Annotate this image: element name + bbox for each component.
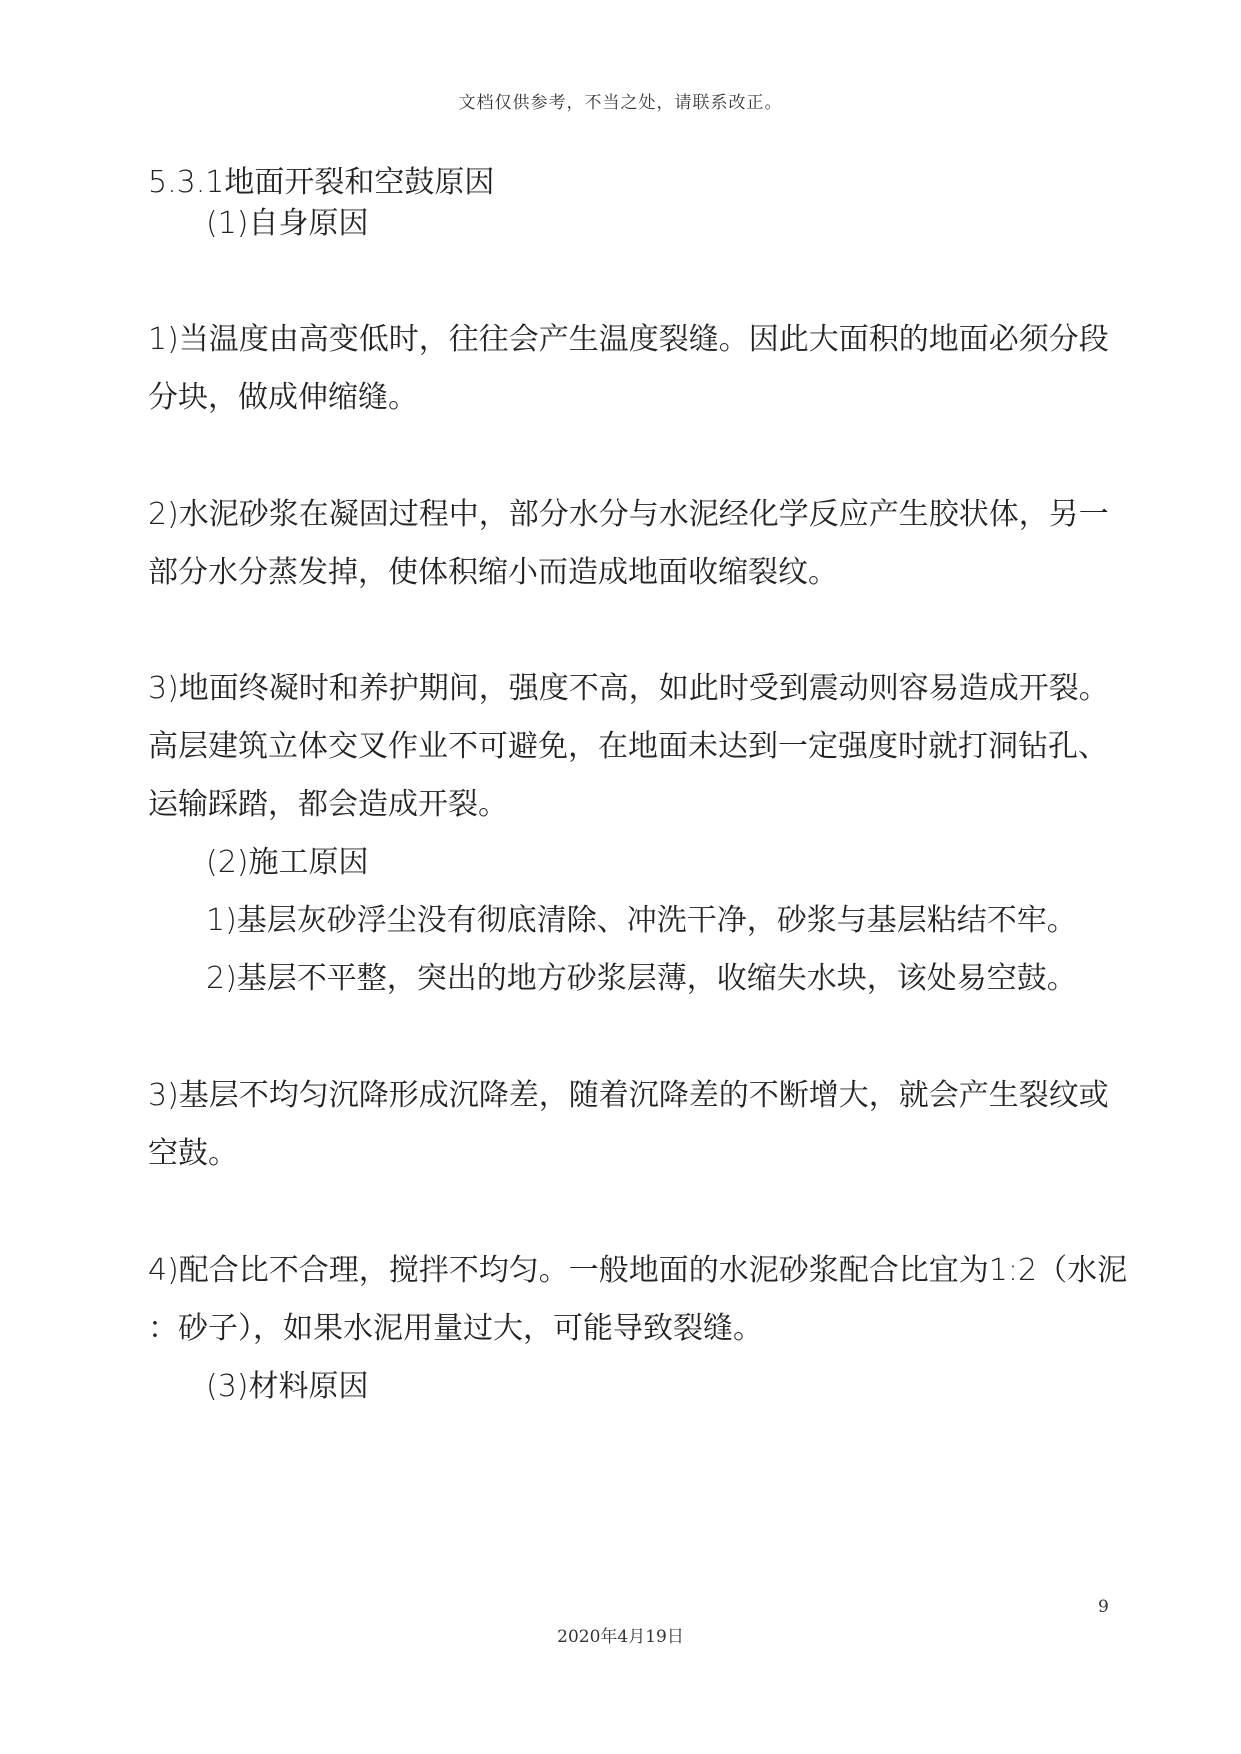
subheading-material-causes: (3)材料原因 [206,1369,369,1404]
page-number: 9 [1098,1597,1109,1617]
construction-item-1: 1)基层灰砂浮尘没有彻底清除、冲洗干净，砂浆与基层粘结不牢。 [206,903,1077,938]
subheading-self-causes: (1)自身原因 [206,206,369,241]
paragraph-3-line-2: 高层建筑立体交叉作业不可避免，在地面未达到一定强度时就打洞钻孔、 [148,729,1108,764]
construction-item-4-line-2: ：砂子），如果水泥用量过大，可能导致裂缝。 [148,1311,763,1346]
subheading-construction-causes: (2)施工原因 [206,845,369,880]
paragraph-3-line-3: 运输踩踏，都会造成开裂。 [148,787,508,822]
header-note: 文档仅供参考，不当之处，请联系改正。 [458,93,783,113]
paragraph-3-line-1: 3)地面终凝时和养护期间，强度不高，如此时受到震动则容易造成开裂。 [148,671,1109,706]
construction-item-4-line-1: 4)配合比不合理，搅拌不均匀。一般地面的水泥砂浆配合比宜为1:2（水泥 [148,1253,1128,1288]
paragraph-2-line-1: 2)水泥砂浆在凝固过程中，部分水分与水泥经化学反应产生胶状体，另一 [148,497,1109,532]
section-heading: 5.3.1地面开裂和空鼓原因 [148,165,495,200]
paragraph-2-line-2: 部分水分蒸发掉，使体积缩小而造成地面收缩裂纹。 [148,555,838,590]
construction-item-3-line-1: 3)基层不均匀沉降形成沉降差，随着沉降差的不断增大，就会产生裂纹或 [148,1078,1109,1113]
footer-date: 2020年4月19日 [557,1627,684,1647]
construction-item-2: 2)基层不平整，突出的地方砂浆层薄，收缩失水块，该处易空鼓。 [206,961,1077,996]
paragraph-1-line-2: 分块，做成伸缩缝。 [148,380,418,415]
paragraph-1-line-1: 1)当温度由高变低时，往往会产生温度裂缝。因此大面积的地面必须分段 [148,322,1109,357]
construction-item-3-line-2: 空鼓。 [148,1136,238,1171]
